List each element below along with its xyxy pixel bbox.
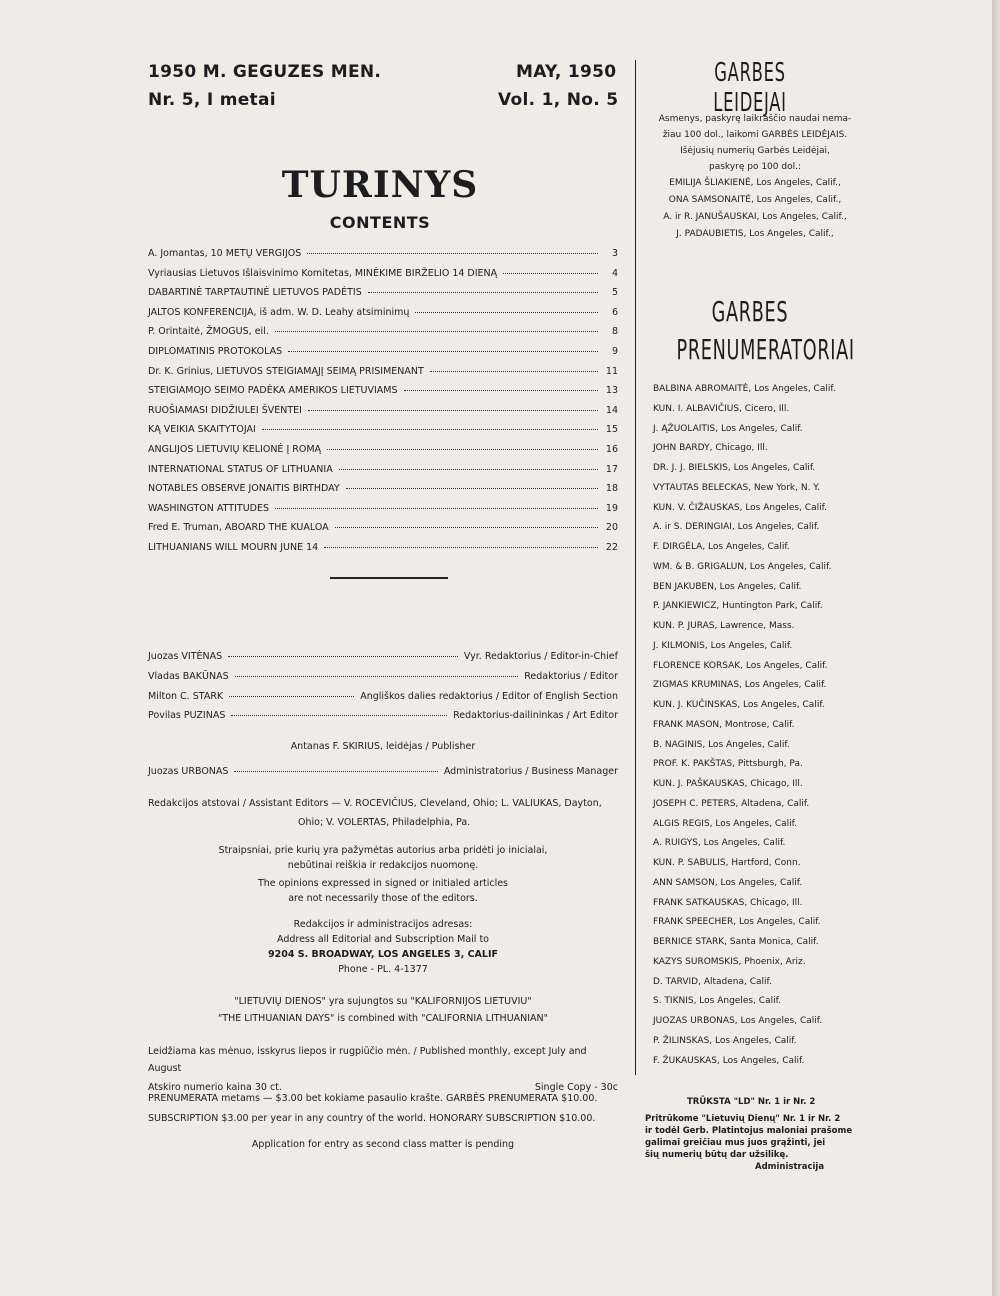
honorary-subscriber: KUN. V. ČIŽAUSKAS, Los Angeles, Calif. <box>653 502 827 513</box>
toc-item-title: JALTOS KONFERENCIJA, iš adm. W. D. Leahy atsiminimų <box>148 306 410 318</box>
honorary-subscriber: FRANK SATKAUSKAS, Chicago, Ill. <box>653 897 803 908</box>
toc-item-title: LITHUANIANS WILL MOURN JUNE 14 <box>148 541 319 553</box>
address-lt: Redakcijos ir administracijos adresas: <box>293 919 473 930</box>
dot-leader <box>327 449 598 450</box>
disclaimer-lt-line-1: Straipsniai, prie kurių yra pažymėtas autorius arba pridėti jo inicialai, <box>218 845 548 856</box>
disclaimer-english <box>148 876 618 906</box>
disclaimer-en-line-2: are not necessarily those of the editors. <box>288 893 478 904</box>
subscription-en: SUBSCRIPTION $3.00 per year in any country of the world. HONORARY SUBSCRIPTION $10.00. <box>148 1113 596 1124</box>
staff-row <box>148 671 618 691</box>
assistants-line-2: Ohio; V. VOLERTAS, Philadelphia, Pa. <box>298 817 471 828</box>
toc-item-title: A. Jomantas, 10 METŲ VERGIJOS <box>148 248 302 259</box>
contents-title: TURINYS <box>281 164 479 206</box>
toc-item-page: 16 <box>605 443 618 455</box>
notice-line-4: šių numerių būtų dar užsilikę. <box>645 1150 789 1160</box>
honorary-subscriber: DR. J. J. BIELSKIS, Los Angeles, Calif. <box>653 463 816 473</box>
honorary-subscriber: F. DIRGĖLA, Los Angeles, Calif. <box>653 542 790 552</box>
dot-leader <box>275 508 598 509</box>
notice-signature: Administracija <box>755 1162 825 1172</box>
toc-item <box>148 444 618 464</box>
assistant-editors <box>148 794 618 832</box>
honorary-subscriber: A. ir S. DERINGIAI, Los Angeles, Calif. <box>653 522 820 533</box>
honorary-subscriber: BERNICE STARK, Santa Monica, Calif. <box>653 937 819 947</box>
toc-item-title: WASHINGTON ATTITUDES <box>148 502 269 514</box>
dot-leader <box>275 331 598 332</box>
staff-role: Angliškos dalies redaktorius / Editor of English Section <box>360 690 618 702</box>
missing-issues-notice <box>645 1096 875 1173</box>
toc-item-page: 22 <box>605 541 618 553</box>
admin-role: Administratorius / Business Manager <box>443 766 618 777</box>
toc-item-page: 13 <box>605 385 618 397</box>
honorary-subscriber: P. JANKIEWICZ, Huntington Park, Calif. <box>653 601 823 612</box>
honorary-subscriber: KUN. P. JURAS, Lawrence, Mass. <box>653 621 795 631</box>
toc-item-page: 5 <box>611 287 618 299</box>
staff-role: Redaktorius-dailininkas / Art Editor <box>453 710 618 722</box>
dot-leader <box>404 390 598 391</box>
notice-line-3: galimai greičiau mus juos grąžinti, jei <box>645 1138 826 1148</box>
dot-leader <box>288 351 598 352</box>
toc-item-title: KĄ VEIKIA SKAITYTOJAI <box>148 424 256 436</box>
honorary-subscriber: B. NAGINIS, Los Angeles, Calif. <box>653 739 790 750</box>
disclaimer-lithuanian <box>148 843 618 873</box>
honorary-subscriber: ALGIS REGIS, Los Angeles, Calif. <box>653 818 798 829</box>
honorary-subscriber: J. KILMONIS, Los Angeles, Calif. <box>653 640 793 651</box>
staff-row <box>148 691 618 711</box>
dot-leader <box>229 696 354 697</box>
page-edge <box>992 0 1000 1296</box>
toc-item <box>148 503 618 523</box>
honorary-subscriber: F. ŽUKAUSKAS, Los Angeles, Calif. <box>653 1055 805 1066</box>
honorary-subscriber: JUOZAS URBONAS, Los Angeles, Calif. <box>653 1016 823 1026</box>
staff-role: Redaktorius / Editor <box>524 670 618 682</box>
admin-name: Juozas URBONAS <box>148 766 229 777</box>
toc-item-page: 9 <box>611 345 618 357</box>
dot-leader <box>231 715 447 716</box>
price-en: Single Copy - 30c <box>534 1082 618 1093</box>
publisher-line: Antanas F. SKIRIUS, leidėjas / Publisher <box>290 741 476 752</box>
toc-item <box>148 248 618 268</box>
honorary-publisher: EMILIJA ŠLIAKIENĖ, Los Angeles, Calif., <box>669 178 841 188</box>
staff-name: Vladas BAKŪNAS <box>148 670 229 682</box>
toc-item-page: 18 <box>605 483 618 495</box>
staff-name: Povilas PUZINAS <box>148 710 226 722</box>
dot-leader <box>430 371 598 372</box>
honorary-subscribers-list <box>653 384 873 1075</box>
toc-item <box>148 522 618 542</box>
notice-title: TRŪKSTA "LD" Nr. 1 ir Nr. 2 <box>687 1097 816 1107</box>
toc-item <box>148 385 618 405</box>
honorary-publishers-heading: GARBES LEIDEJAI <box>713 58 787 118</box>
honorary-subscriber: J. ĄŽUOLAITIS, Los Angeles, Calif. <box>653 423 803 434</box>
notice-line-1: Pritrūkome "Lietuvių Dienų" Nr. 1 ir Nr. 2 <box>645 1114 841 1124</box>
dot-leader <box>368 292 598 293</box>
honorary-subscriber: KUN. I. ALBAVIČIUS, Cicero, Ill. <box>653 403 790 414</box>
toc-item-title: RUOŠIAMASI DIDŽIULEI ŠVENTEI <box>148 404 302 416</box>
toc-item <box>148 424 618 444</box>
honorary-publisher: ONA SAMSONAITĖ, Los Angeles, Calif., <box>668 195 842 205</box>
toc-item <box>148 542 618 562</box>
toc-item <box>148 326 618 346</box>
toc-item <box>148 464 618 484</box>
honorary-subscriber: FRANK MASON, Montrose, Calif. <box>653 719 795 730</box>
table-of-contents <box>148 248 618 562</box>
toc-item <box>148 268 618 288</box>
dot-leader <box>308 410 598 411</box>
disclaimer-lt-line-2: nebūtinai reiškia ir redakcijos nuomonę. <box>287 860 479 871</box>
admin-line <box>148 766 618 786</box>
toc-item-page: 8 <box>611 326 618 338</box>
dot-leader <box>503 273 598 274</box>
honorary-subscriber: BEN JAKUBEN, Los Angeles, Calif. <box>653 581 802 592</box>
honorary-subscriber: FRANK SPEECHER, Los Angeles, Calif. <box>653 917 821 928</box>
honorary-subscriber: VYTAUTAS BELECKAS, New York, N. Y. <box>653 482 820 493</box>
toc-item-page: 14 <box>605 404 618 416</box>
toc-item-title: STEIGIAMOJO SEIMO PADĖKA AMERIKOS LIETUVIAMS <box>148 385 398 397</box>
toc-item-title: DABARTINĖ TARPTAUTINĖ LIETUVOS PADĖTIS <box>148 287 362 299</box>
issue-english: Vol. 1, No. 5 <box>498 90 619 110</box>
honorary-subscriber: KUN. J. KUČINSKAS, Los Angeles, Calif. <box>653 700 825 710</box>
honorary-subscribers-heading <box>676 293 855 369</box>
publishers-intro <box>645 111 865 143</box>
toc-item <box>148 405 618 425</box>
phone: Phone - PL. 4-1377 <box>338 964 428 975</box>
toc-item-page: 11 <box>605 365 618 377</box>
publication-frequency: Leidžiama kas mėnuo, isskyrus liepos ir rugpiūčio mėn. / Published monthly, except July and August <box>148 1046 587 1074</box>
publishers-intro-2: žiau 100 dol., laikomi GARBĖS LEIDĖJAIS. <box>662 130 848 140</box>
toc-item <box>148 287 618 307</box>
subscribers-heading-1: GARBES <box>711 295 789 328</box>
notice-line-2: ir todėl Gerb. Platintojus maloniai prašome <box>645 1126 853 1136</box>
combined-en: "THE LITHUANIAN DAYS" is combined with "CALIFORNIA LITHUANIAN" <box>217 1013 549 1024</box>
publishers-names <box>645 175 865 243</box>
honorary-subscriber: A. RUIGYS, Los Angeles, Calif. <box>653 838 786 849</box>
toc-item-title: Fred E. Truman, ABOARD THE KUALOA <box>148 522 329 534</box>
toc-item-page: 4 <box>611 267 618 279</box>
honorary-subscriber: S. TIKNIS, Los Angeles, Calif. <box>653 996 781 1007</box>
address: 9204 S. BROADWAY, LOS ANGELES 3, CALIF <box>268 949 498 960</box>
honorary-subscriber: KAZYS SUROMSKIS, Phoenix, Ariz. <box>653 956 806 967</box>
toc-item-page: 20 <box>605 522 618 534</box>
toc-item-page: 15 <box>605 424 618 436</box>
staff-name: Juozas VITĖNAS <box>148 651 223 662</box>
publishers-sub-2: paskyrę po 100 dol.: <box>709 162 801 172</box>
toc-item-title: P. Orintaitė, ŽMOGUS, eil. <box>148 326 269 338</box>
combined-lt: "LIETUVIŲ DIENOS" yra sujungtos su "KALIFORNIJOS LIETUVIU" <box>234 996 532 1007</box>
subscription-info <box>148 1089 618 1129</box>
honorary-subscriber: JOSEPH C. PETERS, Altadena, Calif. <box>653 798 810 809</box>
toc-item-page: 6 <box>611 306 618 318</box>
toc-item <box>148 346 618 366</box>
toc-item <box>148 483 618 503</box>
dot-leader <box>234 771 437 772</box>
publishers-sub-1: Išėjusių numerių Garbės Leidėjai, <box>680 146 830 156</box>
assistants-line-1: Redakcijos atstovai / Assistant Editors — V. ROCEVIČIUS, Cleveland, Ohio; L. VALIUKAS, Dayton, <box>148 798 602 809</box>
date-english: MAY, 1950 <box>516 62 617 82</box>
dot-leader <box>235 676 519 677</box>
staff-name: Milton C. STARK <box>148 690 224 702</box>
section-divider <box>330 577 448 579</box>
toc-item-page: 17 <box>605 463 618 475</box>
honorary-subscriber: WM. & B. GRIGALUN, Los Angeles, Calif. <box>653 561 832 572</box>
toc-item-title: DIPLOMATINIS PROTOKOLAS <box>148 345 283 357</box>
publishers-intro-1: Asmenys, paskyrę laikraščio naudai nema- <box>658 114 852 124</box>
honorary-subscriber: JOHN BARDY, Chicago, Ill. <box>653 443 768 454</box>
honorary-subscriber: ZIGMAS KRUMINAS, Los Angeles, Calif. <box>653 680 827 691</box>
staff-row <box>148 710 618 730</box>
honorary-subscriber: P. ŽILINSKAS, Los Angeles, Calif. <box>653 1035 797 1046</box>
dot-leader <box>335 527 598 528</box>
toc-item-title: INTERNATIONAL STATUS OF LITHUANIA <box>148 463 333 475</box>
toc-item-title: ANGLIJOS LIETUVIŲ KELIONĖ Į ROMĄ <box>148 443 322 455</box>
disclaimer-en-line-1: The opinions expressed in signed or initialed articles <box>257 878 509 889</box>
dot-leader <box>415 312 598 313</box>
staff-row <box>148 651 618 671</box>
dot-leader <box>307 253 598 254</box>
staff-list <box>148 651 618 730</box>
issue-lithuanian: Nr. 5, I metai <box>148 90 276 110</box>
honorary-publisher: J. PADAUBIETIS, Los Angeles, Calif., <box>676 229 834 239</box>
honorary-subscriber: D. TARVID, Altadena, Calif. <box>653 976 772 987</box>
date-lithuanian: 1950 M. GEGUZES MEN. <box>148 62 382 82</box>
honorary-subscriber: BALBINA ABROMAITĖ, Los Angeles, Calif. <box>653 384 836 394</box>
address-block <box>148 917 618 977</box>
price-lt: Atskiro numerio kaina 30 ct. <box>148 1082 282 1093</box>
dot-leader <box>228 656 458 657</box>
publishers-list <box>645 143 865 243</box>
dot-leader <box>346 488 598 489</box>
honorary-subscriber: ANN SAMSON, Los Angeles, Calif. <box>653 877 803 888</box>
honorary-subscriber: FLORENCE KORSAK, Los Angeles, Calif. <box>653 660 828 671</box>
column-divider <box>635 60 636 1075</box>
toc-item <box>148 307 618 327</box>
honorary-subscriber: KUN. P. SABULIS, Hartford, Conn. <box>653 858 801 868</box>
toc-item <box>148 366 618 386</box>
toc-item-page: 3 <box>611 248 618 259</box>
combined-notice <box>148 993 618 1027</box>
toc-item-title: Vyriausias Lietuvos Išlaisvinimo Komitetas, MINĖKIME BIRŽELIO 14 DIENĄ <box>148 267 498 279</box>
toc-item-title: NOTABLES OBSERVE JONAITIS BIRTHDAY <box>148 483 340 495</box>
toc-item-page: 19 <box>605 502 618 514</box>
dot-leader <box>324 547 598 548</box>
subscription-lt: PRENUMERATA metams — $3.00 bet kokiame pasaulio krašte. GARBĖS PRENUMERATA $10.00. <box>148 1093 598 1104</box>
honorary-subscriber: KUN. J. PAŠKAUSKAS, Chicago, Ill. <box>653 779 803 789</box>
dot-leader <box>262 429 598 430</box>
application-note: Application for entry as second class matter is pending <box>251 1139 515 1150</box>
address-en: Address all Editorial and Subscription Mail to <box>276 934 489 945</box>
subscribers-heading-2: PRENUMERATORIAI <box>676 333 855 366</box>
honorary-publisher: A. ir R. JANUŠAUSKAI, Los Angeles, Calif., <box>663 212 847 222</box>
staff-role: Vyr. Redaktorius / Editor-in-Chief <box>463 651 618 662</box>
honorary-subscriber: PROF. K. PAKŠTAS, Pittsburgh, Pa. <box>653 759 803 770</box>
dot-leader <box>339 469 598 470</box>
toc-item-title: Dr. K. Grinius, LIETUVOS STEIGIAMĄJĮ SEIMĄ PRISIMENANT <box>148 365 424 377</box>
contents-subtitle: CONTENTS <box>329 213 431 232</box>
